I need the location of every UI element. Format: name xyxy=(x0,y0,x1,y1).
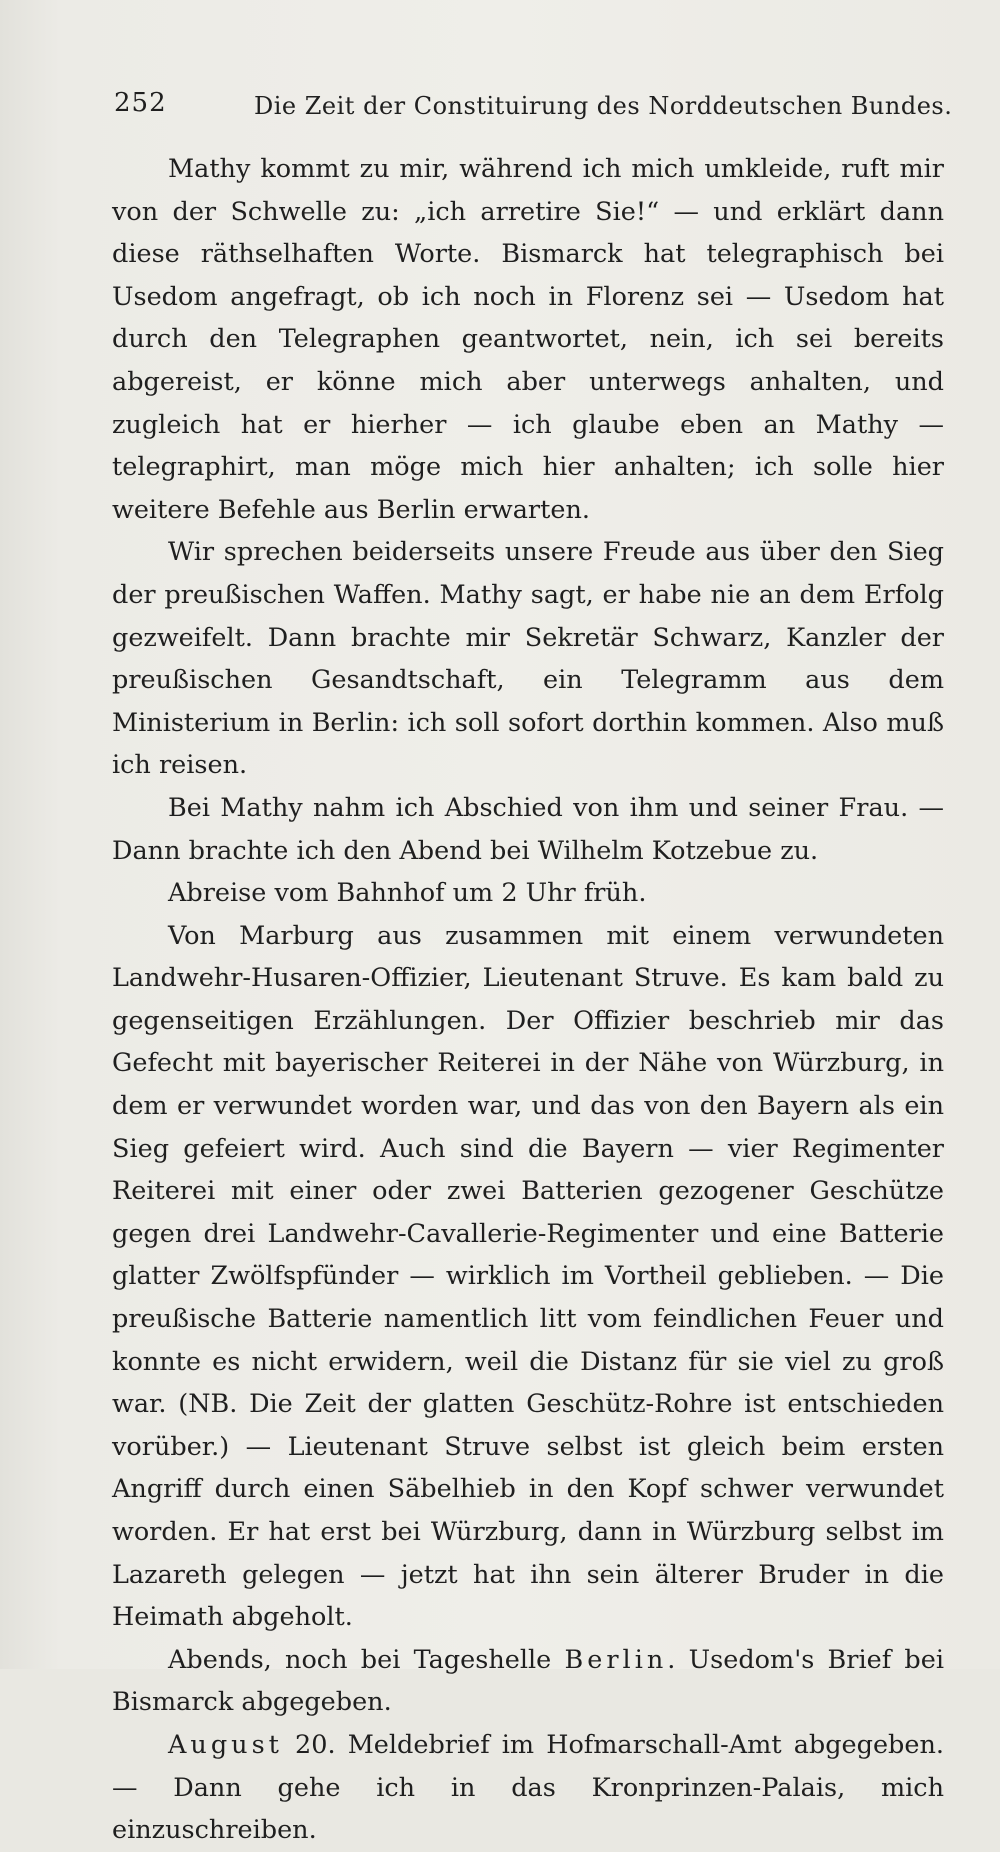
paragraph xyxy=(112,1724,944,1852)
text-run: 20. Meldebrief im Hofmarschall-Amt abgegeben. — Dann gehe ich in das Kronprinzen-Palais, mich einzuschreiben. xyxy=(112,1729,944,1846)
paragraph xyxy=(112,1639,944,1724)
paragraph: Mathy kommt zu mir, während ich mich umkleide, ruft mir von der Schwelle zu: „ich arretire Sie!“ — und erklärt dann diese räthselhaften Worte. Bismarck hat telegraphisch bei Usedom angefragt, ob ich noch in Florenz sei — Usedom hat durch den Telegraphen geantwortet, nein, ich sei bereits abgereist, er könne mich aber unterwegs anhalten, und zugleich hat er hierher — ich glaube eben an Mathy — telegraphirt, man möge mich hier anhalten; ich solle hier weitere Befehle aus Berlin erwarten. xyxy=(112,154,944,525)
paragraph: Abreise vom Bahnhof um 2 Uhr früh. xyxy=(168,878,647,909)
body-text xyxy=(112,148,944,1852)
paragraph: Bei Mathy nahm ich Abschied von ihm und seiner Frau. — Dann brachte ich den Abend bei Wilhelm Kotzebue zu. xyxy=(112,792,944,866)
page-number: 252 xyxy=(114,88,167,118)
paragraph: Von Marburg aus zusammen mit einem verwundeten Landwehr-Husaren-Offizier, Lieutenant Struve. Es kam bald zu gegenseitigen Erzählungen. Der Offizier beschrieb mir das Gefecht mit bayerischer Reiterei in der Nähe von Würzburg, in dem er verwundet worden war, und das von den Bayern als ein Sieg gefeiert wird. Auch sind die Bayern — vier Regimenter Reiterei mit einer oder zwei Batterien gezogener Geschütze gegen drei Landwehr-Cavallerie-Regimenter und eine Batterie glatter Zwölfspfünder — wirklich im Vortheil geblieben. — Die preußische Batterie namentlich litt vom feindlichen Feuer und konnte es nicht erwidern, weil die Distanz für sie viel zu groß war. (NB. Die Zeit der glatten Geschütz-Rohre ist entschieden vorüber.) — Lieutenant Struve selbst ist gleich beim ersten Angriff durch einen Säbelhieb in den Kopf schwer verwundet worden. Er hat erst bei Würzburg, dann in Würzburg selbst im Lazareth gelegen — jetzt hat ihn sein älterer Bruder in die Heimath abgeholt. xyxy=(112,920,944,1633)
running-head: Die Zeit der Constituirung des Norddeutschen Bundes. xyxy=(254,92,953,120)
page-header xyxy=(114,86,954,126)
spaced-date-month: August xyxy=(168,1729,283,1760)
text-run: . Usedom's Brief bei Bismarck abgegeben. xyxy=(112,1644,944,1718)
paragraph: Wir sprechen beiderseits unsere Freude aus über den Sieg der preußischen Waffen. Mathy sagt, er habe nie an dem Erfolg gezweifelt. Dann brachte mir Sekretär Schwarz, Kanzler der preußischen Gesandtschaft, ein Telegramm aus dem Ministerium in Berlin: ich soll sofort dorthin kommen. Also muß ich reisen. xyxy=(112,537,944,781)
spaced-place-name: Berlin xyxy=(564,1644,668,1675)
text-run: Abends, noch bei Tageshelle xyxy=(168,1644,565,1675)
